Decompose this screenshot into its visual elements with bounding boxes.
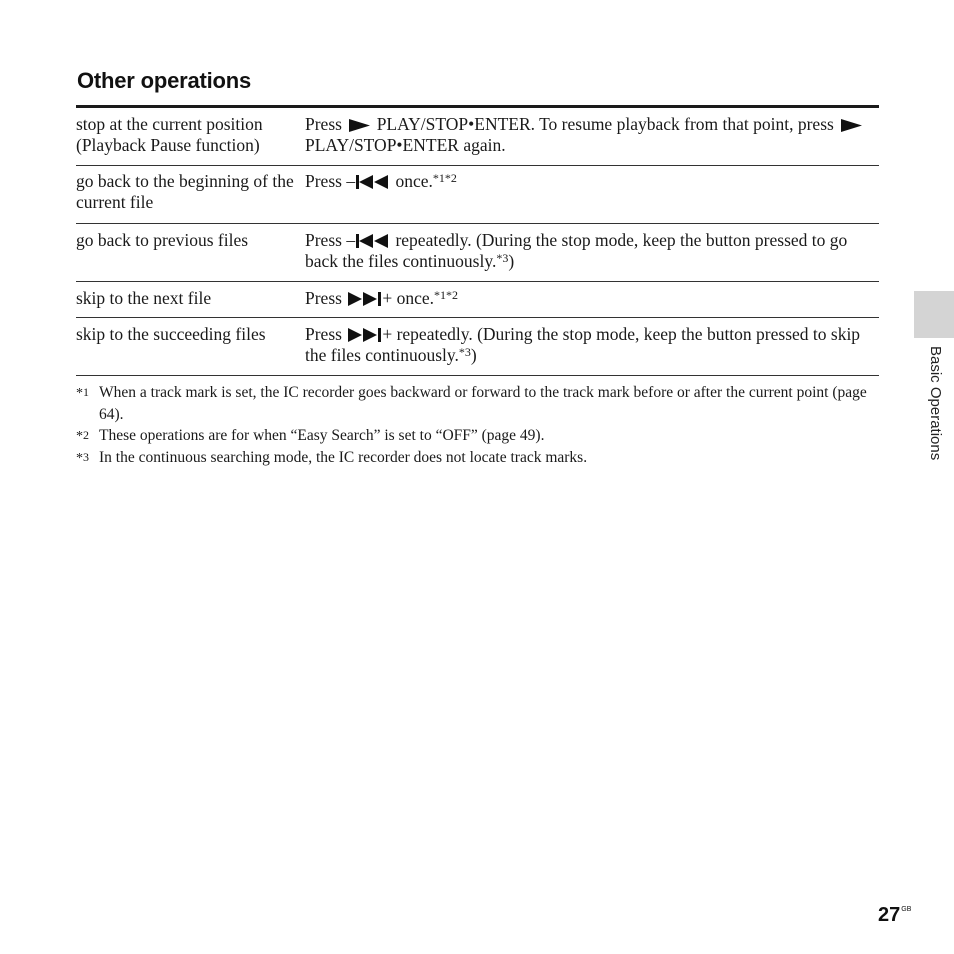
table-row bbox=[76, 288, 879, 318]
row-description: Press + once.$^{*1*2}$ bbox=[305, 288, 458, 308]
row-action: skip to the succeeding files bbox=[76, 324, 266, 344]
page-number: $27^{GB}$ bbox=[878, 904, 912, 926]
footnotes bbox=[76, 382, 876, 468]
row-action: go back to previous files bbox=[76, 230, 249, 250]
table-row bbox=[76, 114, 879, 166]
play-icon bbox=[838, 119, 864, 132]
table-row bbox=[76, 171, 879, 224]
next-track-icon bbox=[346, 328, 382, 342]
side-section-label: Basic Operations bbox=[927, 346, 944, 461]
footnote: *1 When a track mark is set, the IC recorder goes backward or forward to the track mark before or after the current point (page 64). bbox=[76, 384, 867, 423]
next-track-icon bbox=[346, 292, 382, 306]
row-description: Press – once.$^{*1*2}$ bbox=[305, 171, 457, 191]
previous-track-icon bbox=[355, 234, 391, 248]
row-description: Press PLAY/STOP•ENTER. To resume playback from that point, press PLAY/STOP•ENTER again. bbox=[305, 114, 877, 156]
page-suffix: GB bbox=[901, 906, 912, 913]
section-tab bbox=[914, 291, 954, 338]
section-title: Other operations bbox=[77, 68, 252, 93]
header-rule bbox=[76, 105, 879, 108]
table-row bbox=[76, 324, 879, 376]
footnote: *3 In the continuous searching mode, the IC recorder does not locate track marks. bbox=[76, 448, 588, 466]
row-action: skip to the next file bbox=[76, 288, 212, 308]
row-action: stop at the current position (Playback Pause function) bbox=[76, 114, 263, 155]
table-row bbox=[76, 230, 879, 282]
footnote: *2 These operations are for when “Easy Search” is set to “OFF” (page 49). bbox=[76, 427, 545, 444]
play-icon bbox=[346, 119, 372, 132]
row-description: Press + repeatedly. (During the stop mode, keep the button pressed to skip the files continuously.$^{*3}$) bbox=[305, 324, 861, 365]
row-description: Press – repeatedly. (During the stop mode, keep the button pressed to go back the files continuously.$^{*3}$) bbox=[305, 230, 848, 271]
previous-track-icon bbox=[355, 175, 391, 189]
row-action: go back to the beginning of the current file bbox=[76, 171, 294, 212]
